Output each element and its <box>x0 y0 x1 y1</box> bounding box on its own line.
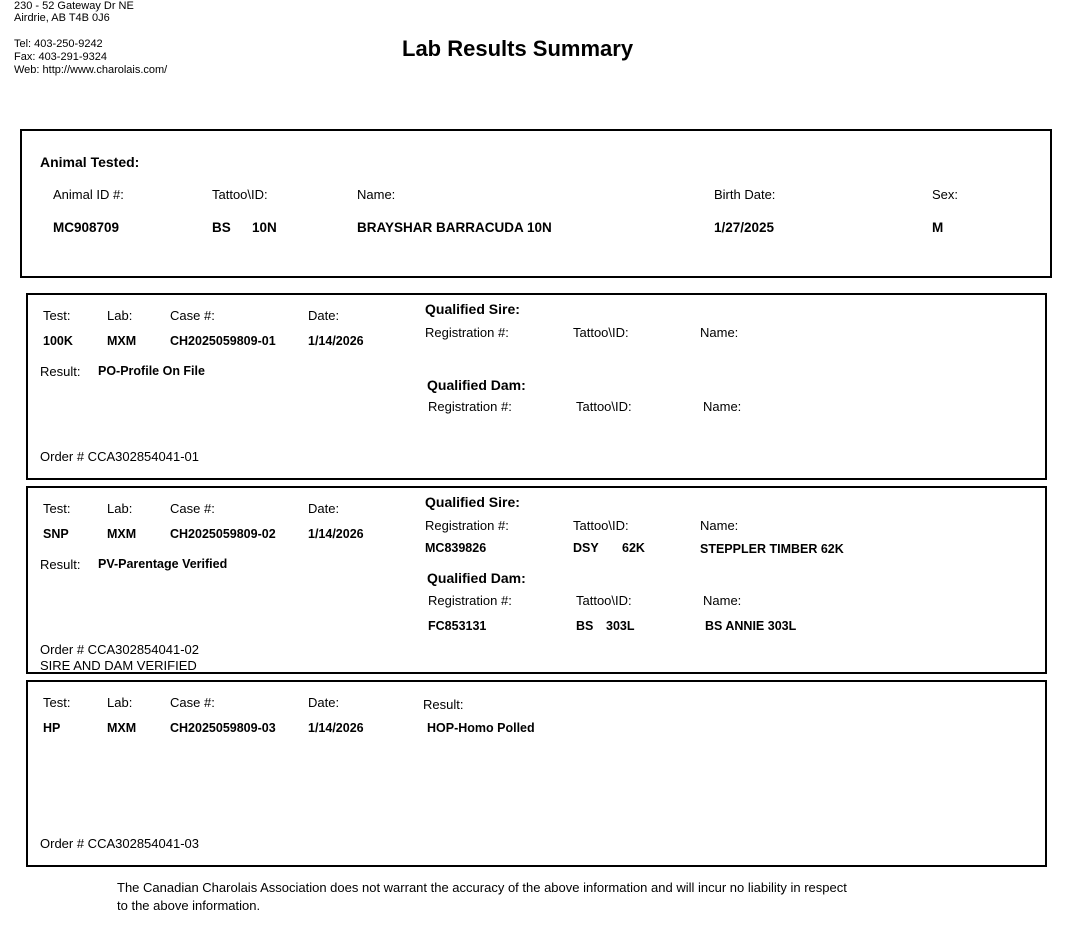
sire-tattoo-prefix: DSY <box>573 541 599 555</box>
birth-date-label: Birth Date: <box>714 187 776 202</box>
sex-value: M <box>932 220 944 235</box>
sire-registration-label: Registration #: <box>425 325 509 340</box>
animal-id-label: Animal ID #: <box>53 187 124 202</box>
dam-tattoo-label: Tattoo\ID: <box>576 593 632 608</box>
animal-tested-box <box>20 129 1052 278</box>
sire-tattoo-label: Tattoo\ID: <box>573 325 629 340</box>
dam-tattoo-prefix: BS <box>576 619 594 633</box>
dam-registration-value: FC853131 <box>428 619 487 633</box>
case-value: CH2025059809-03 <box>170 721 276 735</box>
date-value: 1/14/2026 <box>308 721 364 735</box>
birth-date-value: 1/27/2025 <box>714 220 775 235</box>
result-value: PO-Profile On File <box>98 364 205 378</box>
dam-name-value: BS ANNIE 303L <box>705 619 797 633</box>
result-value: HOP-Homo Polled <box>427 721 535 735</box>
sire-tattoo-label: Tattoo\ID: <box>573 518 629 533</box>
result-value: PV-Parentage Verified <box>98 557 228 571</box>
qualified-dam-heading: Qualified Dam: <box>427 377 526 393</box>
order-number: Order # CCA302854041-02 <box>40 642 199 657</box>
case-label: Case #: <box>170 695 215 710</box>
test-label: Test: <box>43 501 71 516</box>
dam-registration-label: Registration #: <box>428 593 512 608</box>
test-value: 100K <box>43 334 73 348</box>
order-number: Order # CCA302854041-03 <box>40 836 199 851</box>
sire-name-label: Name: <box>700 518 739 533</box>
test-label: Test: <box>43 695 71 710</box>
lab-value: MXM <box>107 334 137 348</box>
order-number: Order # CCA302854041-01 <box>40 449 199 464</box>
lab-value: MXM <box>107 527 137 541</box>
qualified-sire-heading: Qualified Sire: <box>425 494 520 510</box>
tattoo-number-value: 10N <box>252 220 277 235</box>
test-result-box <box>26 680 1047 867</box>
page-title: Lab Results Summary <box>402 36 634 61</box>
qualified-sire-heading: Qualified Sire: <box>425 301 520 317</box>
website: Web: http://www.charolais.com/ <box>14 64 168 76</box>
animal-name-value: BRAYSHAR BARRACUDA 10N <box>357 220 552 235</box>
disclaimer-line-2: to the above information. <box>117 898 261 913</box>
telephone: Tel: 403-250-9242 <box>14 38 103 50</box>
test-value: HP <box>43 721 61 735</box>
result-label: Result: <box>40 557 81 572</box>
date-value: 1/14/2026 <box>308 334 364 348</box>
lab-label: Lab: <box>107 501 133 516</box>
date-value: 1/14/2026 <box>308 527 364 541</box>
sire-registration-value: MC839826 <box>425 541 487 555</box>
test-result-box <box>26 486 1047 674</box>
fax: Fax: 403-291-9324 <box>14 51 107 63</box>
sire-registration-label: Registration #: <box>425 518 509 533</box>
animal-id-value: MC908709 <box>53 220 120 235</box>
case-label: Case #: <box>170 308 215 323</box>
test-label: Test: <box>43 308 71 323</box>
lab-label: Lab: <box>107 308 133 323</box>
result-label: Result: <box>40 364 81 379</box>
dam-tattoo-label: Tattoo\ID: <box>576 399 632 414</box>
disclaimer-line-1: The Canadian Charolais Association does not warrant the accuracy of the above information and will incur no liability in respect <box>117 880 847 895</box>
lab-label: Lab: <box>107 695 133 710</box>
date-label: Date: <box>308 695 340 710</box>
lab-value: MXM <box>107 721 137 735</box>
dam-name-label: Name: <box>703 399 742 414</box>
verification-note: SIRE AND DAM VERIFIED <box>40 658 197 673</box>
dam-name-label: Name: <box>703 593 742 608</box>
animal-tested-heading: Animal Tested: <box>40 154 140 170</box>
case-value: CH2025059809-01 <box>170 334 276 348</box>
name-label: Name: <box>357 187 396 202</box>
sire-name-value: STEPPLER TIMBER 62K <box>700 542 844 556</box>
test-result-box <box>26 293 1047 480</box>
address-line-1: 230 - 52 Gateway Dr NE <box>14 0 134 12</box>
sire-tattoo-number: 62K <box>622 541 645 555</box>
test-value: SNP <box>43 527 69 541</box>
case-value: CH2025059809-02 <box>170 527 276 541</box>
dam-registration-label: Registration #: <box>428 399 512 414</box>
sex-label: Sex: <box>932 187 959 202</box>
result-label: Result: <box>423 697 464 712</box>
sire-name-label: Name: <box>700 325 739 340</box>
date-label: Date: <box>308 308 340 323</box>
case-label: Case #: <box>170 501 215 516</box>
tattoo-prefix-value: BS <box>212 220 231 235</box>
address-line-2: Airdrie, AB T4B 0J6 <box>14 12 110 24</box>
date-label: Date: <box>308 501 340 516</box>
tattoo-label: Tattoo\ID: <box>212 187 268 202</box>
qualified-dam-heading: Qualified Dam: <box>427 570 526 586</box>
dam-tattoo-number: 303L <box>606 619 635 633</box>
